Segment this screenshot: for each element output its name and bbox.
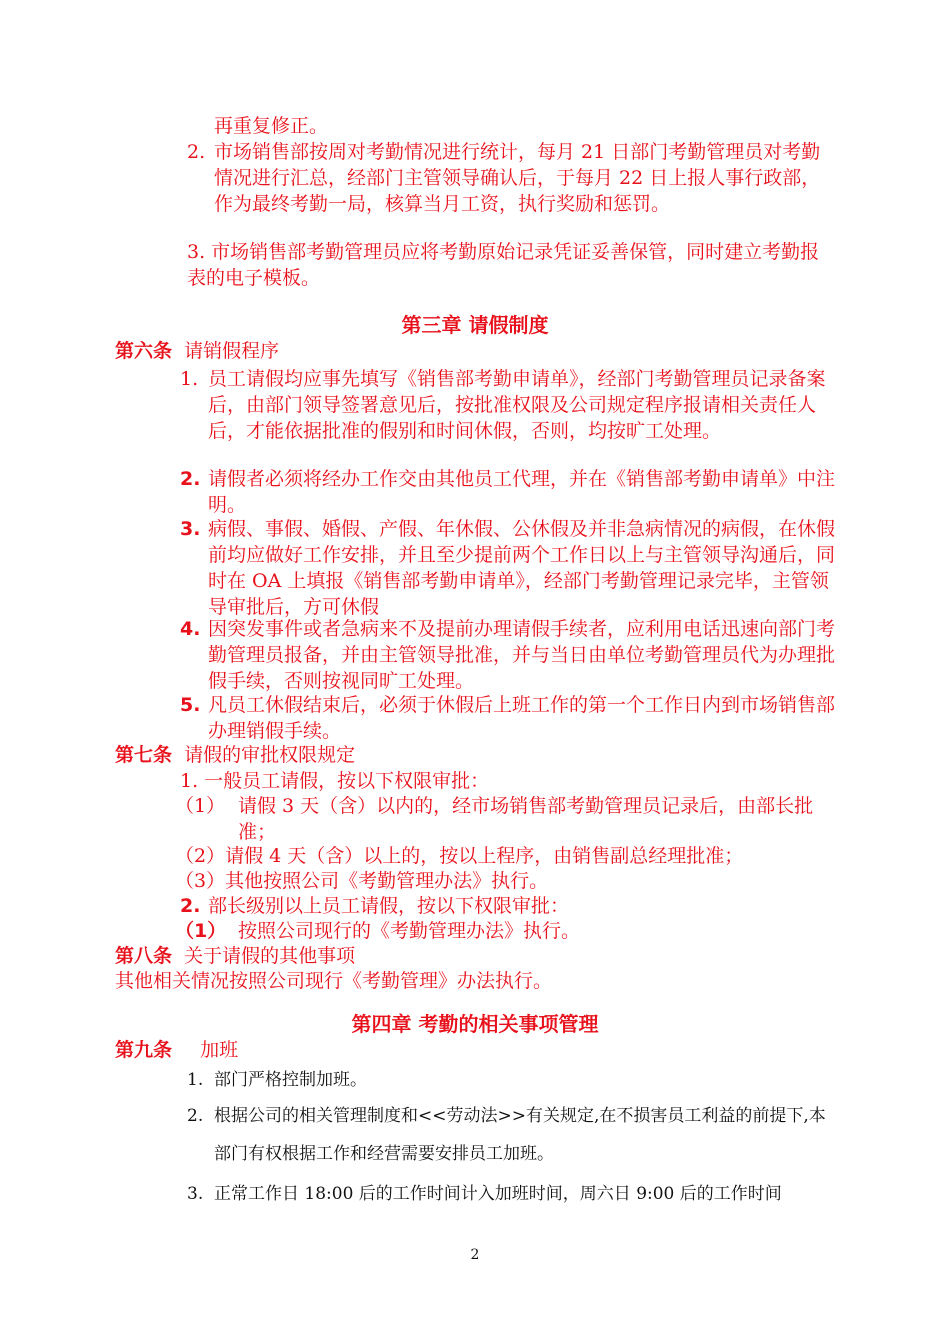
item-number: 2. (187, 1106, 204, 1126)
attendance-records-paragraph: 3. 市场销售部考勤管理员应将考勤原始记录凭证妥善保管，同时建立考勤报表的电子模板。 (187, 241, 820, 289)
item-number: 3. (187, 1184, 204, 1204)
continued-text: 再重复修正。 (214, 115, 329, 137)
overtime-item-2: 根据公司的相关管理制度和<<劳动法>>有关规定,在不损害员工利益的前提下,本部门有权根据工作和经营需要安排员工加班。 (214, 1106, 826, 1164)
article-9-label: 第九条 (115, 1039, 173, 1061)
article-6-heading (115, 338, 815, 364)
article-8-title: 关于请假的其他事项 (184, 945, 356, 967)
item-number: 3. (180, 518, 201, 540)
article-7-title: 请假的审批权限规定 (184, 744, 356, 766)
article-9-heading (115, 1037, 815, 1063)
article-7-label: 第七条 (115, 744, 173, 766)
approval-item-1: 1. 一般员工请假，按以下权限审批： (180, 770, 490, 792)
item-number: 5. (180, 694, 201, 716)
article-7-heading (115, 742, 815, 768)
attendance-summary-paragraph: 市场销售部按周对考勤情况进行统计，每月 21 日部门考勤管理员对考勤情况进行汇总，经部门主管领导确认后，于每月 22 日上报人事行政部，作为最终考勤一局，核算当月工资，执行奖励和惩罚。 (214, 141, 821, 215)
approval-item-2-sub: 按照公司现行的《考勤管理办法》执行。 (238, 920, 581, 942)
leave-item-4: 因突发事件或者急病来不及提前办理请假手续者，应利用电话迅速向部门考勤管理员报备，并由主管领导批准，并与当日由单位考勤管理员代为办理批假手续，否则按视同旷工处理。 (208, 618, 836, 692)
article-9-title: 加班 (200, 1039, 239, 1061)
page-number: 2 (470, 1247, 480, 1263)
article-8-text: 其他相关情况按照公司现行《考勤管理》办法执行。 (115, 970, 553, 992)
leave-item-2: 请假者必须将经办工作交由其他员工代理，并在《销售部考勤申请单》中注明。 (208, 468, 836, 516)
item-number: 4. (180, 618, 201, 640)
item-number: 1. (180, 368, 199, 390)
chapter-3-title: 第三章 请假制度 (401, 313, 549, 337)
overtime-item-3: 正常工作日 18:00 后的工作时间计入加班时间，周六日 9:00 后的工作时间 (214, 1184, 782, 1204)
leave-item-5: 凡员工休假结束后，必须于休假后上班工作的第一个工作日内到市场销售部办理销假手续。 (208, 694, 836, 742)
leave-item-1: 员工请假均应事先填写《销售部考勤申请单》，经部门考勤管理员记录备案后，由部门领导签署意见后，按批准权限及公司规定程序报请相关责任人后，才能依据批准的假别和时间休假，否则，均按旷工处理。 (208, 368, 826, 442)
leave-item-3: 病假、事假、婚假、产假、年休假、公休假及并非急病情况的病假，在休假前均应做好工作安排，并且至少提前两个工作日以上与主管领导沟通后，同时在 OA 上填报《销售部考勤申请单》，经部门考勤管理记录完毕，主管领导审批后，方可休假 (208, 518, 836, 618)
item-number: 1. (187, 1070, 204, 1090)
approval-sub-item-3: （3）其他按照公司《考勤管理办法》执行。 (175, 870, 549, 892)
article-8-heading (115, 943, 815, 969)
article-8-label: 第八条 (115, 945, 173, 967)
item-number: 2. (180, 468, 201, 490)
chapter-4-title: 第四章 考勤的相关事项管理 (351, 1012, 599, 1036)
article-6-label: 第六条 (115, 340, 173, 362)
approval-sub-item-1: 请假 3 天（含）以内的，经市场销售部考勤管理员记录后，由部长批准； (238, 795, 814, 843)
approval-sub-item-2: （2）请假 4 天（含）以上的，按以上程序，由销售副总经理批准； (175, 845, 744, 867)
item-number: 2. (187, 141, 206, 163)
sub-item-number: （1） (175, 920, 227, 942)
item-number: 2. (180, 895, 201, 917)
approval-item-2: 部长级别以上员工请假，按以下权限审批： (208, 895, 570, 917)
overtime-item-1: 部门严格控制加班。 (214, 1070, 367, 1090)
article-6-title: 请销假程序 (184, 340, 280, 362)
sub-item-number: （1） (175, 795, 226, 817)
